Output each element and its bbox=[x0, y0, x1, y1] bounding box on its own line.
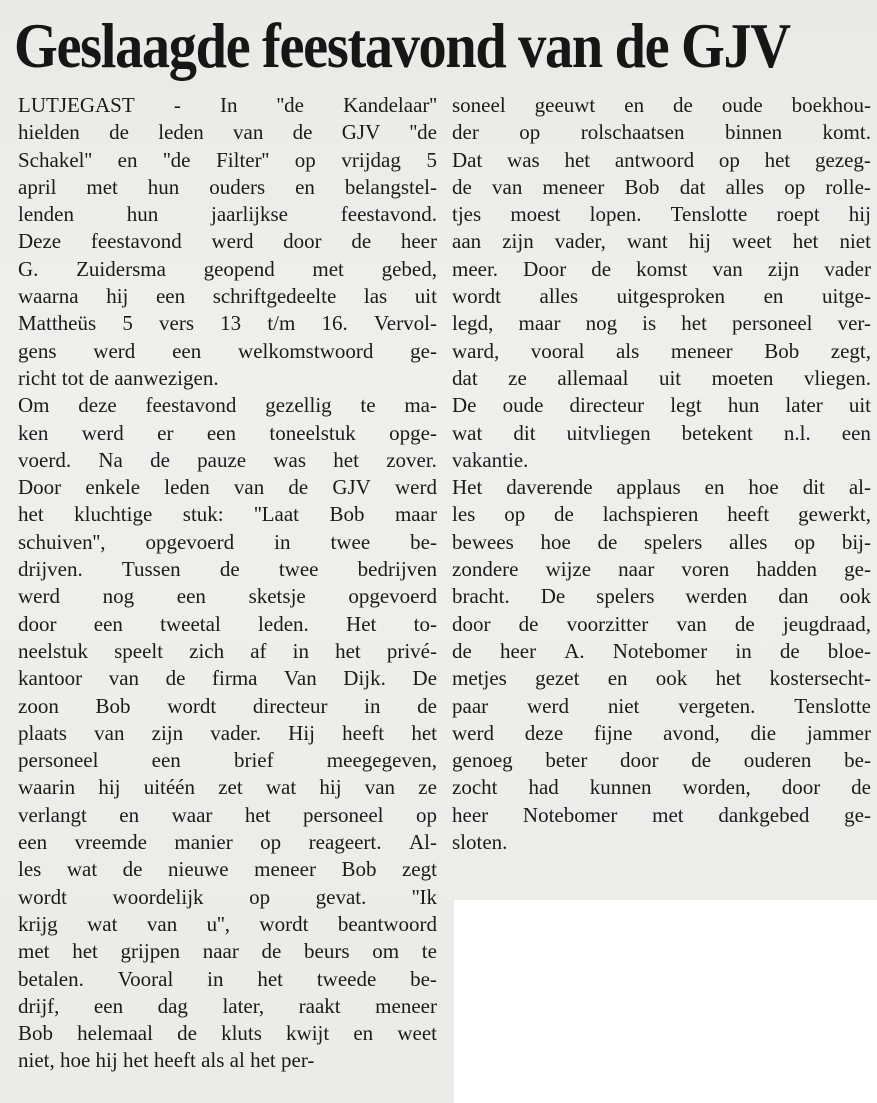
text-line: zocht had kunnen worden, door de bbox=[452, 775, 871, 800]
text-line: Bob helemaal de kluts kwijt en weet bbox=[18, 1021, 437, 1046]
text-line: waarin hij uitéén zet wat hij van ze bbox=[18, 775, 437, 800]
text-line: De oude directeur legt hun later uit bbox=[452, 393, 871, 418]
text-line: ward, vooral als meneer Bob zegt, bbox=[452, 338, 871, 363]
text-line: Deze feestavond werd door de heer bbox=[18, 229, 437, 254]
text-line: krijg wat van u'', wordt beantwoord bbox=[18, 911, 437, 936]
article-column-right bbox=[452, 92, 871, 856]
text-line: gens werd een welkomstwoord ge- bbox=[18, 338, 437, 363]
text-line: werd deze fijne avond, die jammer bbox=[452, 720, 871, 745]
text-line: bracht. De spelers werden dan ook bbox=[452, 584, 871, 609]
text-line: kantoor van de firma Van Dijk. De bbox=[18, 666, 437, 691]
text-line: de heer A. Notebomer in de bloe- bbox=[452, 638, 871, 663]
text-line: Door enkele leden van de GJV werd bbox=[18, 475, 437, 500]
text-line: heer Notebomer met dankgebed ge- bbox=[452, 802, 871, 827]
text-line: tjes moest lopen. Tenslotte roept hij bbox=[452, 202, 871, 227]
text-line: les op de lachspieren heeft gewerkt, bbox=[452, 502, 871, 527]
text-line: ken werd er een toneelstuk opge- bbox=[18, 420, 437, 445]
text-line: der op rolschaatsen binnen komt. bbox=[452, 120, 871, 145]
text-line: lenden hun jaarlijkse feestavond. bbox=[18, 202, 437, 227]
text-line: voerd. Na de pauze was het zover. bbox=[18, 447, 437, 472]
text-line: Het daverende applaus en hoe dit al- bbox=[452, 475, 871, 500]
text-line: wordt woordelijk op gevat. ''Ik bbox=[18, 884, 437, 909]
text-line: hielden de leden van de GJV ''de bbox=[18, 120, 437, 145]
text-line: drijf, een dag later, raakt meneer bbox=[18, 993, 437, 1018]
text-line: Schakel'' en ''de Filter'' op vrijdag 5 bbox=[18, 147, 437, 172]
text-line: een vreemde manier op reageert. Al- bbox=[18, 830, 437, 855]
text-line: door een tweetal leden. Het to- bbox=[18, 611, 437, 636]
text-line: niet, hoe hij het heeft als al het per- bbox=[18, 1048, 315, 1073]
text-line: paar werd niet vergeten. Tenslotte bbox=[452, 693, 871, 718]
text-line: werd nog een sketsje opgevoerd bbox=[18, 584, 437, 609]
text-line: meer. Door de komst van zijn vader bbox=[452, 256, 871, 281]
text-line: legd, maar nog is het personeel ver- bbox=[452, 311, 871, 336]
text-line: sloten. bbox=[452, 830, 508, 855]
text-line: richt tot de aanwezigen. bbox=[18, 365, 219, 390]
text-line: vakantie. bbox=[452, 447, 529, 472]
text-line: met het grijpen naar de beurs om te bbox=[18, 939, 437, 964]
text-line: bewees hoe de spelers alles op bij- bbox=[452, 529, 871, 554]
text-line: waarna hij een schriftgedeelte las uit bbox=[18, 284, 437, 309]
text-line: schuiven'', opgevoerd in twee be- bbox=[18, 529, 437, 554]
text-line: personeel een brief meegegeven, bbox=[18, 748, 437, 773]
text-line: door de voorzitter van de jeugdraad, bbox=[452, 611, 871, 636]
text-line: Mattheüs 5 vers 13 t/m 16. Vervol- bbox=[18, 311, 437, 336]
text-line: wordt alles uitgesproken en uitge- bbox=[452, 284, 871, 309]
text-line: plaats van zijn vader. Hij heeft het bbox=[18, 720, 437, 745]
text-line: betalen. Vooral in het tweede be- bbox=[18, 966, 437, 991]
text-line: wat dit uitvliegen betekent n.l. een bbox=[452, 420, 871, 445]
text-line: april met hun ouders en belangstel- bbox=[18, 174, 437, 199]
text-line: soneel geeuwt en de oude boekhou- bbox=[452, 93, 871, 117]
article-column-left bbox=[18, 92, 437, 1075]
text-line: genoeg beter door de ouderen be- bbox=[452, 748, 871, 773]
text-line: neelstuk speelt zich af in het privé- bbox=[18, 638, 437, 663]
text-line: het kluchtige stuk: ''Laat Bob maar bbox=[18, 502, 437, 527]
text-line: metjes gezet en ook het kostersecht- bbox=[452, 666, 871, 691]
text-line: verlangt en waar het personeel op bbox=[18, 802, 437, 827]
text-line: aan zijn vader, want hij weet het niet bbox=[452, 229, 871, 254]
text-line: G. Zuidersma geopend met gebed, bbox=[18, 256, 437, 281]
text-line: de van meneer Bob dat alles op rolle- bbox=[452, 174, 871, 199]
text-line: Dat was het antwoord op het gezeg- bbox=[452, 147, 871, 172]
text-line: Om deze feestavond gezellig te ma- bbox=[18, 393, 437, 418]
text-line: les wat de nieuwe meneer Bob zegt bbox=[18, 857, 437, 882]
headline: Geslaagde feestavond van de GJV bbox=[14, 10, 790, 81]
text-line: zondere wijze naar voren hadden ge- bbox=[452, 557, 871, 582]
text-line: drijven. Tussen de twee bedrijven bbox=[18, 557, 437, 582]
text-line: dat ze allemaal uit moeten vliegen. bbox=[452, 365, 871, 390]
text-line: LUTJEGAST - In ''de Kandelaar'' bbox=[18, 93, 437, 117]
text-line: zoon Bob wordt directeur in de bbox=[18, 693, 437, 718]
